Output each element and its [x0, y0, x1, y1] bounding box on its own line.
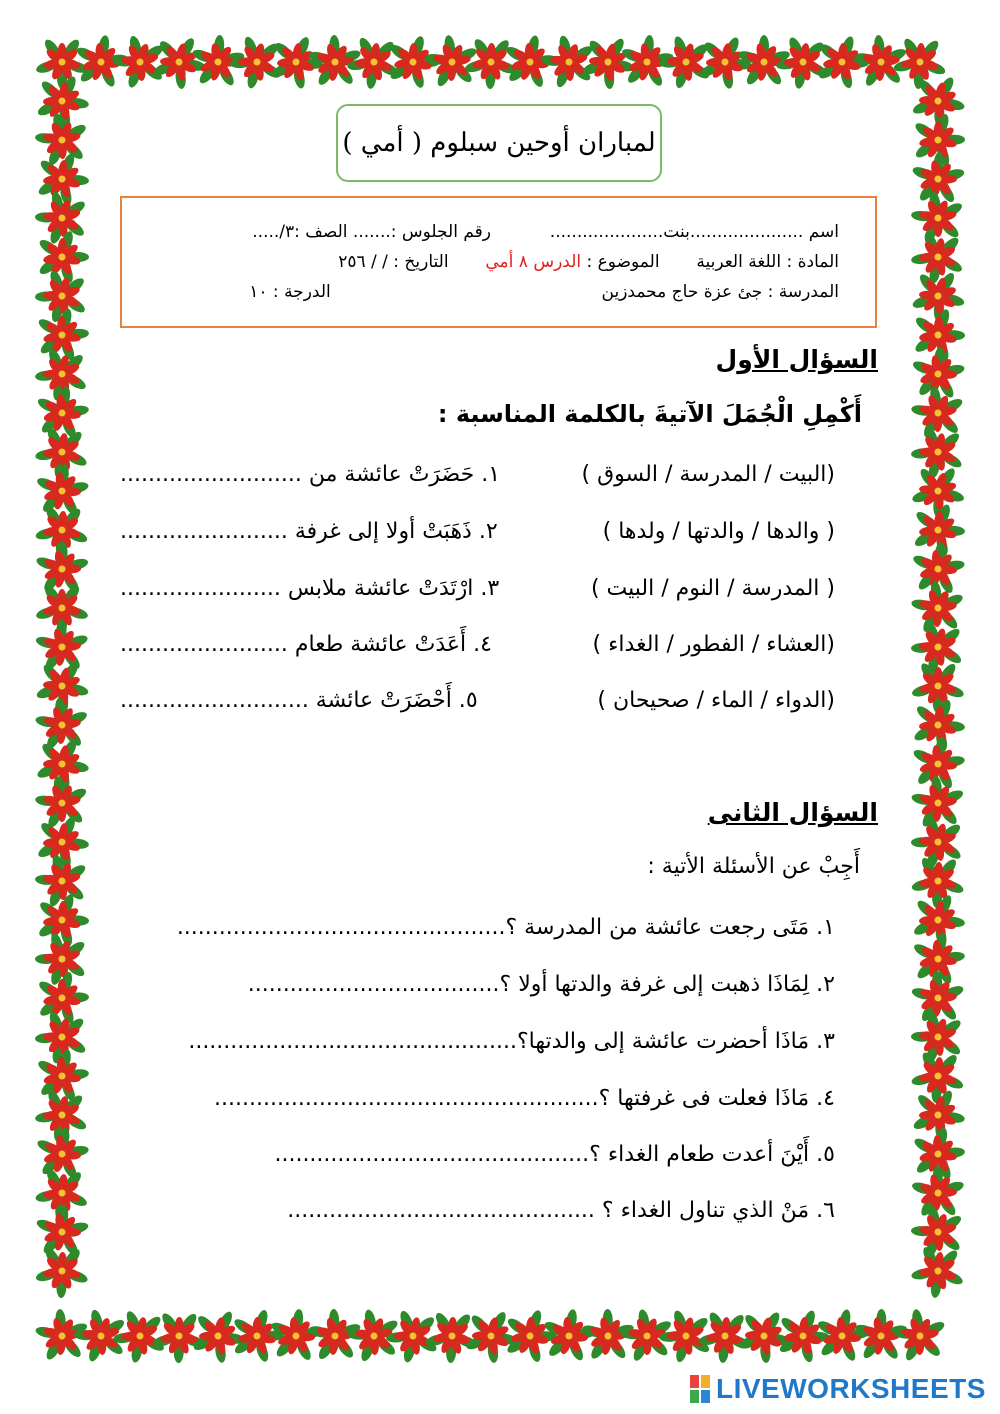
- fill-blank-item-2: [120, 513, 835, 549]
- fill-blank-options: (الدواء / الماء / صحيحان ): [597, 687, 835, 713]
- fill-blank-item-4: [120, 626, 835, 662]
- fill-blank-question[interactable]: ٤. أَعَدَتْ عائشة طعام ........................: [120, 631, 492, 657]
- section2-instruction: أَجِبْ عن الأسئلة الأتية :: [647, 854, 860, 879]
- liveworksheets-logo-icon: [690, 1375, 710, 1403]
- info-line-3: [249, 282, 839, 302]
- answer-item-5[interactable]: ٥. أَيْنَ أعدت طعام الغداء ؟.............................................: [274, 1141, 835, 1167]
- seat-class-field[interactable]: رقم الجلوس :....... الصف :٣/.....: [252, 222, 491, 242]
- grade-label: الدرجة : ١٠: [249, 282, 331, 302]
- fill-blank-options: (البيت / المدرسة / السوق ): [581, 461, 835, 487]
- fill-blank-item-3: [120, 570, 835, 606]
- answer-item-1[interactable]: ١. مَتَى رجعت عائشة من المدرسة ؟...............................................: [176, 914, 835, 940]
- answer-item-2[interactable]: ٢. لِمَاذَا ذهبت إلى غرفة والدتها أولا ؟....................................: [247, 971, 835, 997]
- topic-label: الموضوع :: [586, 252, 660, 272]
- fill-blank-item-5: [120, 682, 835, 718]
- poinsettia-flower-icon: [909, 1049, 968, 1105]
- poinsettia-flower-icon: [909, 855, 966, 910]
- poinsettia-flower-icon: [143, 27, 212, 98]
- poinsettia-flower-icon: [688, 26, 759, 98]
- worksheet-title: لمباران أوحين سبلوم ( أمي ): [342, 128, 656, 158]
- answer-item-3[interactable]: ٣. مَاذَا أحضرت عائشة إلى والدتها؟...............................................: [188, 1028, 835, 1054]
- brand-name: LIVEWORKSHEETS: [716, 1373, 986, 1404]
- school-label: المدرسة : جئ عزة حاج محمدزين: [601, 282, 839, 302]
- answer-item-4[interactable]: ٤. مَاذَا فعلت فى غرفتها ؟.......................................................: [214, 1085, 835, 1111]
- poinsettia-flower-icon: [573, 27, 641, 97]
- poinsettia-flower-icon: [34, 1245, 90, 1299]
- fill-blank-options: ( المدرسة / النوم / البيت ): [590, 575, 835, 601]
- poinsettia-flower-icon: [35, 37, 89, 89]
- name-field[interactable]: اسم .....................بنت.....................: [549, 222, 839, 242]
- poinsettia-flower-icon: [908, 1243, 968, 1301]
- poinsettia-flower-icon: [463, 36, 519, 90]
- fill-blank-options: ( والدها / والدتها / ولدها ): [602, 518, 835, 544]
- fill-blank-question[interactable]: ٢. ذَهَبَتْ أولا إلى غرفة ........................: [120, 518, 498, 544]
- title-box: [336, 104, 662, 182]
- date-field[interactable]: التاريخ : / / ٢٥٦: [338, 252, 449, 272]
- fill-blank-question[interactable]: ٣. ارْتَدَتْ عائشة ملابس .......................: [120, 575, 500, 601]
- liveworksheets-brand[interactable]: [690, 1372, 986, 1406]
- answer-item-6[interactable]: ٦. مَنْ الذي تناول الغداء ؟ ............................................: [287, 1197, 835, 1223]
- fill-blank-item-1: [120, 456, 835, 492]
- info-line-2: [338, 252, 839, 272]
- subject-label: المادة : اللغة العربية: [696, 252, 839, 272]
- section2-heading: السؤال الثانى: [707, 798, 878, 827]
- section1-heading: السؤال الأول: [715, 345, 878, 374]
- fill-blank-question[interactable]: ٥. أَحْضَرَتْ عائشة ...........................: [120, 687, 478, 713]
- section1-instruction: أَكْمِلِ الْجُمَلَ الآتيةَ بالكلمة المناسبة :: [437, 400, 862, 428]
- fill-blank-question[interactable]: ١. حَضَرَتْ عائشة من ..........................: [120, 461, 501, 487]
- poinsettia-flower-icon: [910, 661, 965, 714]
- student-info-box: [120, 196, 877, 328]
- info-line-1: [252, 222, 839, 242]
- topic-value: الدرس ٨ أمي: [485, 252, 582, 272]
- fill-blank-options: (العشاء / الفطور / الغداء ): [592, 631, 835, 657]
